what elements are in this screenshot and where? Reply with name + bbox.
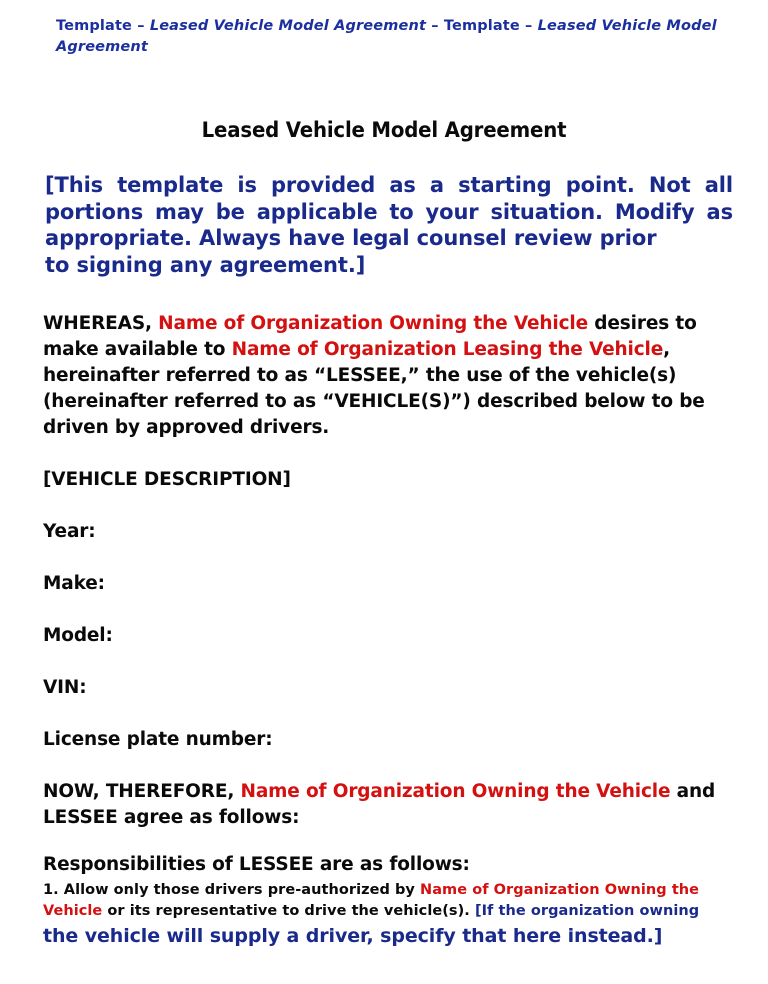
whereas-paragraph <box>43 311 733 441</box>
resp-item-1-text-1: 1. Allow only those drivers pre-authorized by <box>43 882 421 898</box>
header-segment-agreement-2: Leased Vehicle Model Agreement <box>56 18 717 55</box>
responsibilities-item-1 <box>43 880 733 922</box>
whereas-text-2: desires to make available to <box>43 313 697 360</box>
whereas-text-3: , hereinafter referred to as “LESSEE,” the use of the vehicle(s) (hereinafter referred to as “VEHICLE(S)”) described below to be driven by approved drivers. <box>43 339 705 438</box>
resp-item-1-bracket-continuation: the vehicle will supply a driver, specify that here instead.] <box>43 925 663 947</box>
now-therefore-text-2: and LESSEE agree as follows: <box>43 781 716 828</box>
now-therefore-paragraph <box>43 779 733 831</box>
responsibilities-heading: Responsibilities of LESSEE are as follows: <box>43 854 470 875</box>
template-notice-block <box>45 172 733 278</box>
header-separator-1: – <box>132 18 150 34</box>
vehicle-field-year: Year: <box>43 521 96 542</box>
header-segment-template-1: Template <box>56 18 133 34</box>
whereas-text-1: WHEREAS, <box>43 313 159 334</box>
document-body <box>43 172 733 948</box>
placeholder-org-owning-3: Name of Organization Owning the Vehicle <box>43 882 700 919</box>
header-segment-agreement-1: Leased Vehicle Model Agreement <box>149 18 427 34</box>
placeholder-org-owning-1: Name of Organization Owning the Vehicle <box>158 313 589 334</box>
vehicle-description-heading: [VEHICLE DESCRIPTION] <box>43 469 291 490</box>
document-running-header <box>56 16 728 58</box>
header-segment-template-2: Template <box>443 18 520 34</box>
header-separator-3: – <box>519 18 538 34</box>
page-title: Leased Vehicle Model Agreement <box>201 118 567 142</box>
resp-item-1-text-2: or its representative to drive the vehicle(s). <box>102 903 475 919</box>
placeholder-org-owning-2: Name of Organization Owning the Vehicle <box>240 781 671 802</box>
now-therefore-text-1: NOW, THEREFORE, <box>43 781 241 802</box>
resp-item-1-bracket-small: [If the organization owning <box>474 903 700 919</box>
template-notice-last-line: to signing any agreement.] <box>45 252 366 277</box>
template-notice-text: [This template is provided as a starting point. Not all portions may be applicable to your situation. Modify as appropriate. Always have legal counsel review prior <box>45 173 733 250</box>
vehicle-field-model: Model: <box>43 625 113 646</box>
placeholder-org-leasing: Name of Organization Leasing the Vehicle <box>231 339 664 360</box>
vehicle-field-make: Make: <box>43 573 105 594</box>
vehicle-field-license-plate: License plate number: <box>43 729 273 750</box>
vehicle-field-vin: VIN: <box>43 677 87 698</box>
header-separator-2: – <box>426 18 444 34</box>
